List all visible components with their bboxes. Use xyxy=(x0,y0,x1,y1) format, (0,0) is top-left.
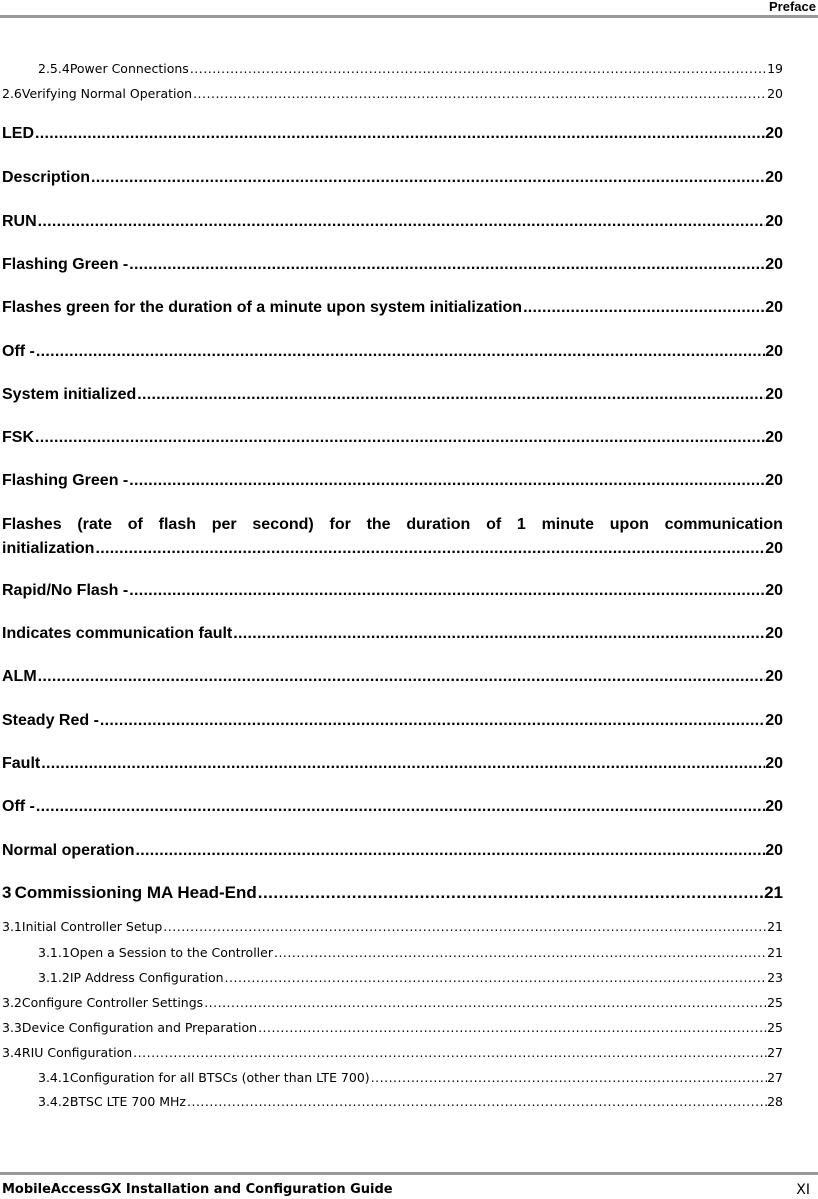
toc-entry-page: 25 xyxy=(767,995,783,1010)
leader-dots xyxy=(192,86,767,101)
toc-entry-label: Off - xyxy=(2,798,35,815)
toc-entry[interactable] xyxy=(2,755,783,773)
toc-entry[interactable] xyxy=(2,213,783,231)
toc-entry-label: Verifying Normal Operation xyxy=(21,86,193,101)
toc-entry[interactable] xyxy=(2,429,783,447)
leader-dots xyxy=(34,429,765,447)
leader-dots xyxy=(128,582,765,600)
toc-entry[interactable] xyxy=(2,1045,783,1060)
leader-dots xyxy=(370,1070,767,1085)
leader-dots xyxy=(37,668,766,686)
toc-entry-number: 3.1.2 xyxy=(38,970,70,985)
leader-dots xyxy=(189,61,767,76)
toc-entry[interactable] xyxy=(38,1070,783,1085)
toc-entry-label: FSK xyxy=(2,429,34,446)
toc-entry-number: 3.3 xyxy=(2,1020,22,1035)
toc-entry-label: ALM xyxy=(2,668,37,685)
toc-chapter-entry[interactable] xyxy=(2,883,783,902)
toc-entry-page: 20 xyxy=(765,668,783,685)
leader-dots xyxy=(136,386,765,404)
toc-entry-label: Normal operation xyxy=(2,842,135,859)
toc-word: per xyxy=(211,516,237,533)
toc-word: 1 xyxy=(516,516,526,533)
toc-entry[interactable] xyxy=(2,842,783,860)
toc-entry-page: 20 xyxy=(765,343,783,360)
toc-entry[interactable] xyxy=(2,86,783,101)
leader-dots xyxy=(90,169,765,187)
toc-entry[interactable] xyxy=(2,995,783,1010)
toc-entry[interactable] xyxy=(2,299,783,317)
toc-entry-page: 20 xyxy=(765,625,783,642)
toc-entry-label: Device Configuration and Preparation xyxy=(21,1020,258,1035)
toc-entry[interactable] xyxy=(2,919,783,934)
leader-dots xyxy=(40,755,765,773)
toc-entry-label: Off - xyxy=(2,343,35,360)
toc-word: for xyxy=(329,516,351,533)
toc-entry-number: 3.4.2 xyxy=(38,1094,70,1109)
leader-dots xyxy=(522,299,765,317)
footer-guide-title: MobileAccessGX Installation and Configuration Guide xyxy=(2,1182,393,1197)
toc-entry-number: 2.5.4 xyxy=(38,61,70,76)
toc-entry[interactable] xyxy=(2,712,783,730)
toc-entry-page: 19 xyxy=(767,61,783,76)
toc-word: duration xyxy=(406,516,471,533)
toc-entry-page: 20 xyxy=(765,582,783,599)
toc-entry-label: LED xyxy=(2,125,34,142)
leader-dots xyxy=(232,625,765,643)
toc-entry-page: 21 xyxy=(764,883,783,902)
toc-entry-label: RUN xyxy=(2,213,37,230)
toc-word: communication xyxy=(664,516,783,533)
toc-entry-label: initialization xyxy=(2,540,95,557)
leader-dots xyxy=(94,537,765,561)
toc-entry-number: 3.1.1 xyxy=(38,945,70,960)
toc-entry-page: 20 xyxy=(765,386,783,403)
toc-entry[interactable] xyxy=(2,343,783,361)
toc-entry-page: 20 xyxy=(765,213,783,230)
toc-entry[interactable] xyxy=(2,798,783,816)
toc-entry-page: 20 xyxy=(765,256,783,273)
toc-entry-label: Rapid/No Flash - xyxy=(2,582,129,599)
toc-word: of xyxy=(486,516,502,533)
leader-dots xyxy=(99,712,765,730)
toc-entry[interactable] xyxy=(2,625,783,643)
toc-entry[interactable] xyxy=(2,472,783,490)
leader-dots xyxy=(128,472,765,490)
leader-dots xyxy=(34,125,765,143)
toc-word: the xyxy=(366,516,391,533)
toc-entry-label: BTSC LTE 700 MHz xyxy=(69,1094,186,1109)
toc-entry-page: 27 xyxy=(767,1070,783,1085)
toc-word: of xyxy=(127,516,143,533)
toc-entry-number: 3.1 xyxy=(2,919,22,934)
toc-entry[interactable] xyxy=(2,1020,783,1035)
toc-entry-label: RIU Configuration xyxy=(21,1045,133,1060)
toc-entry-number: 3.4 xyxy=(2,1045,22,1060)
toc-word: Flashes xyxy=(2,516,62,533)
toc-entry[interactable] xyxy=(2,386,783,404)
toc-entry-page: 20 xyxy=(767,86,783,101)
toc-entry-page: 20 xyxy=(765,299,783,316)
toc-entry-label: Power Connections xyxy=(69,61,189,76)
toc-entry-number: 3 xyxy=(2,883,12,902)
leader-dots xyxy=(132,1045,767,1060)
toc-word: upon xyxy=(609,516,649,533)
toc-entry-label: IP Address Configuration xyxy=(69,970,224,985)
toc-entry-label: Initial Controller Setup xyxy=(21,919,163,934)
header-rule xyxy=(0,15,818,18)
toc-entry-page: 20 xyxy=(765,755,783,772)
leader-dots xyxy=(35,798,765,816)
toc-entry-page: 21 xyxy=(767,919,783,934)
toc-entry-page: 27 xyxy=(767,1045,783,1060)
toc-word: second) xyxy=(252,516,314,533)
toc-word: flash xyxy=(158,516,196,533)
leader-dots xyxy=(224,970,768,985)
toc-entry-page: 20 xyxy=(765,125,783,142)
header-title: Preface xyxy=(769,0,816,14)
toc-entry-label: Configure Controller Settings xyxy=(21,995,204,1010)
toc-entry-page: 20 xyxy=(765,169,783,186)
leader-dots xyxy=(128,256,765,274)
toc-entry-label: Description xyxy=(2,169,91,186)
toc-entry-label: Steady Red - xyxy=(2,712,99,729)
toc-entry-page: 20 xyxy=(765,540,783,557)
toc-entry[interactable] xyxy=(2,256,783,274)
toc-entry-label: Indicates communication fault xyxy=(2,625,233,642)
toc-entry-page: 20 xyxy=(765,429,783,446)
toc-entry[interactable] xyxy=(2,169,783,187)
toc-entry-page: 21 xyxy=(767,945,783,960)
toc-entry[interactable] xyxy=(2,582,783,600)
toc-entry-page: 20 xyxy=(765,712,783,729)
toc-entry-number: 2.6 xyxy=(2,86,22,101)
toc-entry[interactable] xyxy=(38,945,783,960)
toc-entry-number: 3.2 xyxy=(2,995,22,1010)
toc-entry-label: Flashes green for the duration of a minute upon system initialization xyxy=(2,299,523,316)
footer-rule xyxy=(0,1172,818,1175)
toc-entry-label: Commissioning MA Head-End xyxy=(14,883,257,902)
toc-entry-label-line2 xyxy=(2,537,783,561)
toc-entry-number: 3.4.1 xyxy=(38,1070,70,1085)
leader-dots xyxy=(134,842,765,860)
toc-entry[interactable] xyxy=(2,668,783,686)
leader-dots xyxy=(273,945,767,960)
toc-entry[interactable] xyxy=(38,970,783,985)
toc-entry-page: 20 xyxy=(765,842,783,859)
toc-word: minute xyxy=(541,516,595,533)
toc-entry-page: 23 xyxy=(767,970,783,985)
toc-entry-page: 20 xyxy=(765,472,783,489)
toc-entry[interactable] xyxy=(2,125,783,143)
toc-entry-label: Flashing Green - xyxy=(2,472,129,489)
leader-dots xyxy=(186,1094,767,1109)
toc-entry-label: Open a Session to the Controller xyxy=(69,945,273,960)
toc-entry-page: 25 xyxy=(767,1020,783,1035)
toc-entry-label: Configuration for all BTSCs (other than LTE 700) xyxy=(69,1070,370,1085)
leader-dots xyxy=(162,919,767,934)
toc-word: (rate xyxy=(77,516,113,533)
toc-entry-page: 20 xyxy=(765,798,783,815)
leader-dots xyxy=(37,213,766,231)
toc-entry-label-line1 xyxy=(2,513,783,537)
toc-entry-label: Fault xyxy=(2,755,41,772)
leader-dots xyxy=(203,995,767,1010)
toc-entry[interactable] xyxy=(38,61,783,76)
footer-page-number: XI xyxy=(796,1182,810,1198)
toc-entry-page: 28 xyxy=(767,1094,783,1109)
toc-entry-label: System initialized xyxy=(2,386,137,403)
toc-entry-label: Flashing Green - xyxy=(2,256,129,273)
toc-entry-wrapped[interactable] xyxy=(2,513,783,561)
toc-entry[interactable] xyxy=(38,1094,783,1109)
leader-dots xyxy=(257,1020,767,1035)
leader-dots xyxy=(35,343,765,361)
leader-dots xyxy=(257,883,764,902)
